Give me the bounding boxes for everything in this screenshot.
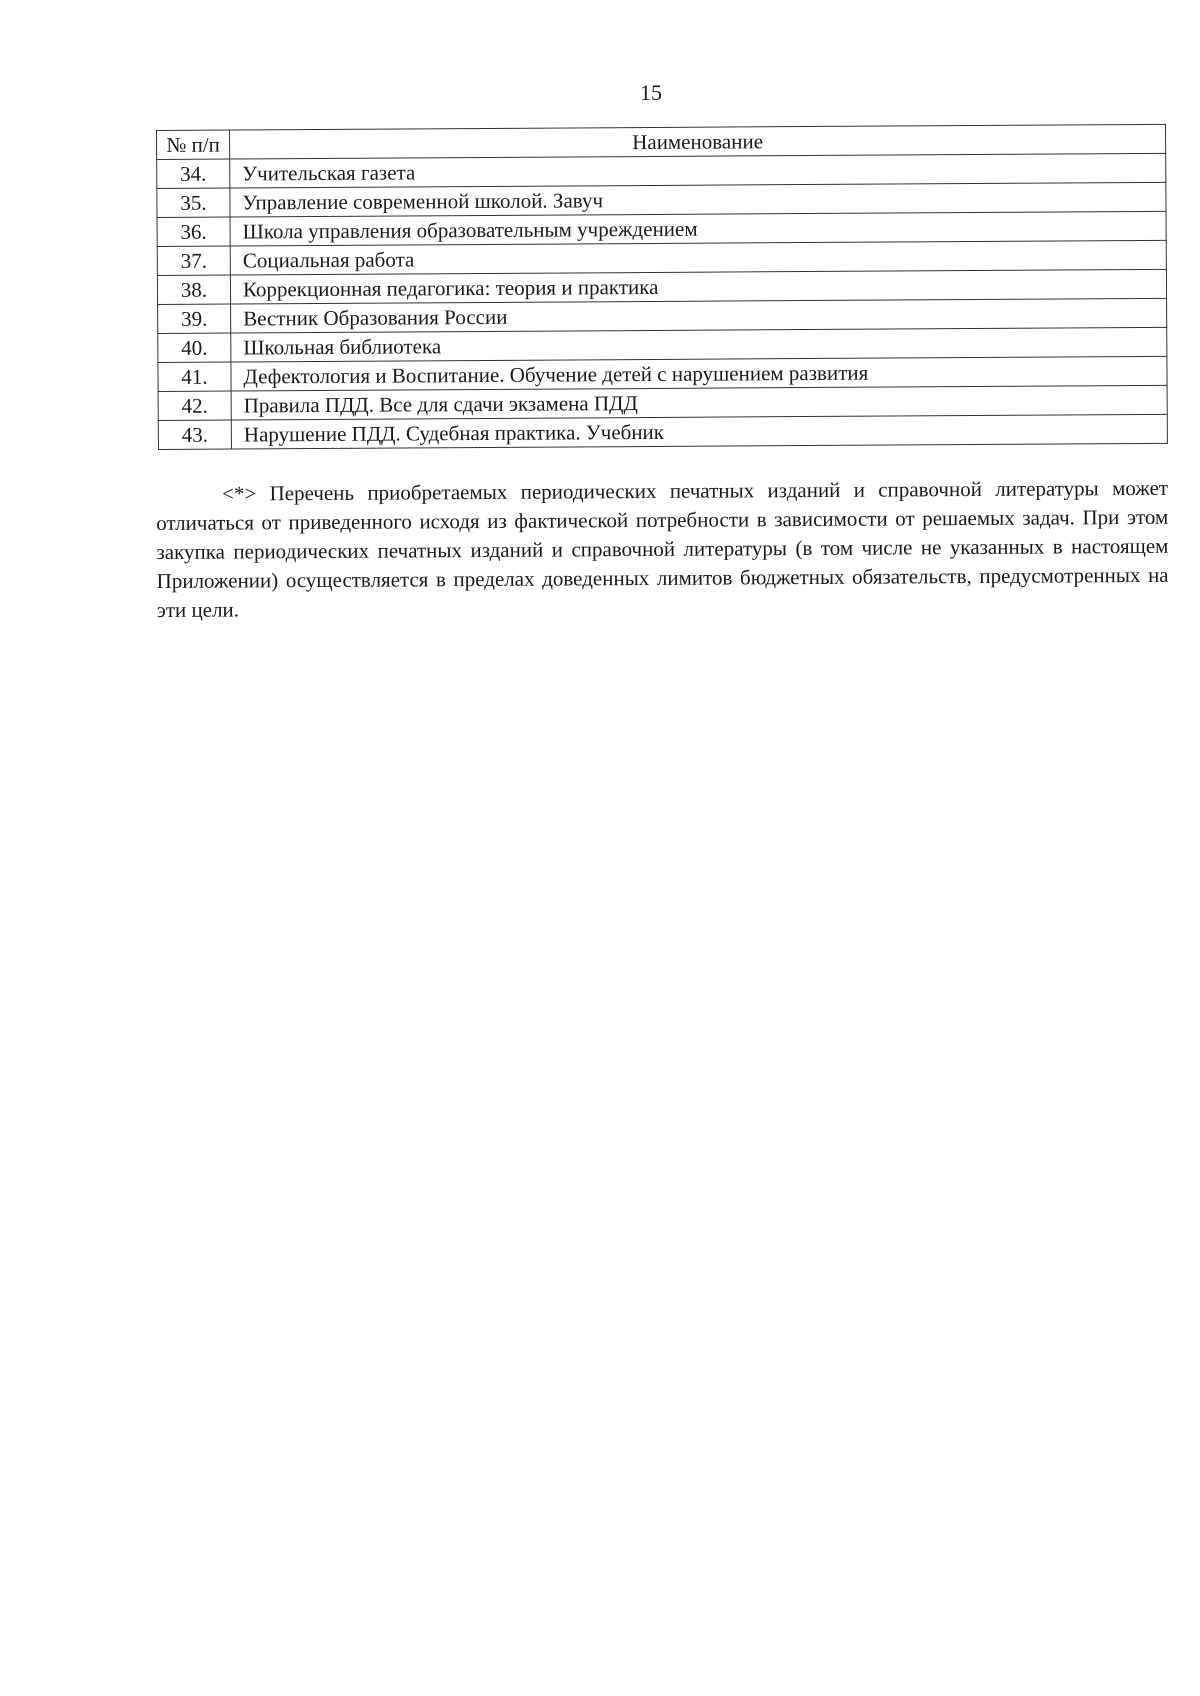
- row-name: Школьная библиотека: [231, 327, 1167, 362]
- row-name: Дефектология и Воспитание. Обучение детей с нарушением развития: [231, 356, 1167, 391]
- row-number: 36.: [157, 217, 230, 246]
- row-number: 43.: [158, 420, 231, 449]
- header-name: Наименование: [230, 124, 1166, 159]
- periodicals-table: [156, 124, 1168, 450]
- row-name: Учительская газета: [230, 153, 1166, 188]
- table-row: [158, 414, 1167, 449]
- row-name: Вестник Образования России: [231, 298, 1167, 333]
- row-number: 40.: [158, 333, 231, 362]
- row-name: Управление современной школой. Завуч: [230, 182, 1166, 217]
- row-number: 41.: [158, 362, 231, 391]
- row-number: 37.: [157, 246, 230, 275]
- row-number: 39.: [158, 304, 231, 333]
- row-name: Социальная работа: [230, 240, 1166, 275]
- row-name: Коррекционная педагогика: теория и практика: [230, 269, 1166, 304]
- header-number: № п/п: [157, 130, 230, 159]
- row-number: 42.: [158, 391, 231, 420]
- row-name: Правила ПДД. Все для сдачи экзамена ПДД: [231, 385, 1167, 420]
- row-number: 34.: [157, 159, 230, 188]
- row-name: Нарушение ПДД. Судебная практика. Учебник: [231, 414, 1167, 449]
- footnote-paragraph: <*> Перечень приобретаемых периодических печатных изданий и справочной литературы может отличаться от приведенного исходя из фактической потребности в зависимости от решаемых задач. При этом закупка периодических печатных изданий и справочной литературы (в том числе не указанных в настоящем Приложении) осуществляется в пределах доведенных лимитов бюджетных обязательств, предусмотренных на эти цели.: [156, 475, 1169, 622]
- row-number: 35.: [157, 188, 230, 217]
- row-name: Школа управления образовательным учреждением: [230, 211, 1166, 246]
- row-number: 38.: [157, 275, 230, 304]
- page-number: 15: [640, 80, 662, 105]
